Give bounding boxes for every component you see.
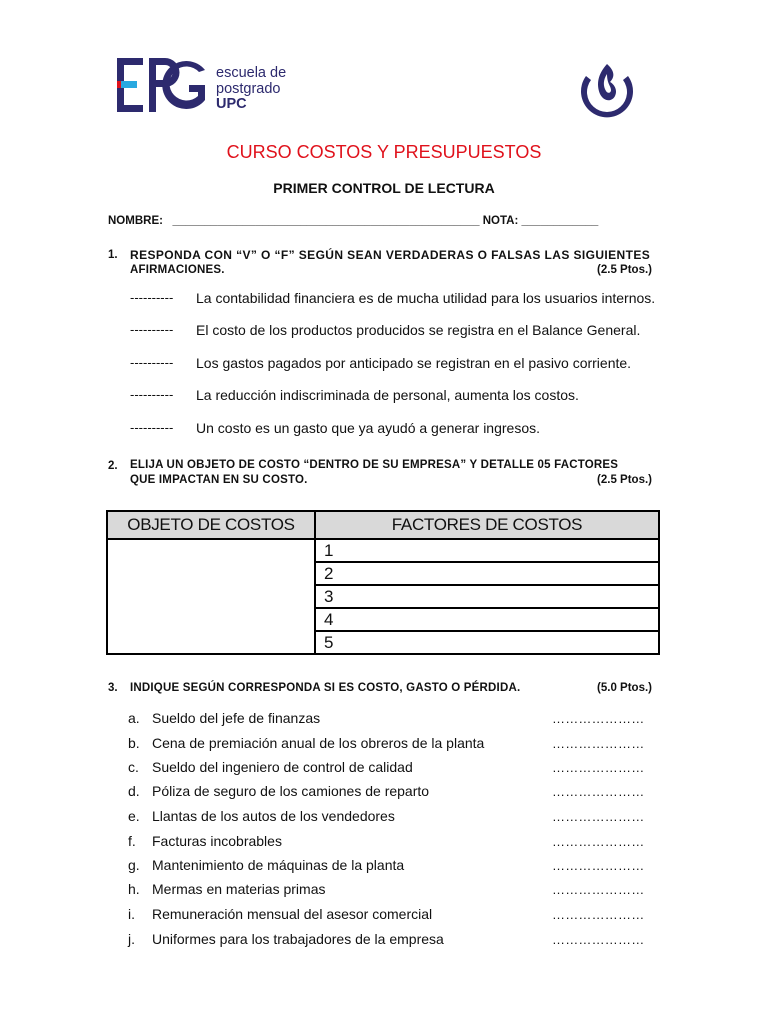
table-row	[107, 539, 659, 562]
factor-cell[interactable]: 4	[315, 608, 659, 631]
factor-cell[interactable]: 5	[315, 631, 659, 654]
q3-item-text: Mermas en materias primas	[152, 881, 326, 897]
logo-line-3: UPC	[216, 96, 247, 112]
q1-answer-blank[interactable]: ----------	[130, 420, 174, 435]
q3-item-letter: i.	[128, 906, 135, 922]
nombre-field[interactable]: ________________________________________________	[172, 215, 480, 227]
q2-number: 2.	[108, 460, 118, 472]
q1-title-line2: AFIRMACIONES.	[130, 264, 225, 276]
q1-statement: Los gastos pagados por anticipado se registran en el pasivo corriente.	[196, 355, 632, 371]
q1-answer-blank[interactable]: ----------	[130, 322, 174, 337]
q3-answer-blank[interactable]: …………………	[552, 858, 645, 873]
factor-cell[interactable]: 1	[315, 539, 659, 562]
q3-answer-blank[interactable]: …………………	[552, 760, 645, 775]
q1-answer-blank[interactable]: ----------	[130, 387, 174, 402]
q3-answer-blank[interactable]: …………………	[552, 932, 645, 947]
q3-item-letter: a.	[128, 710, 140, 726]
factor-cell[interactable]: 2	[315, 562, 659, 585]
nota-label: NOTA:	[482, 215, 519, 227]
q3-answer-blank[interactable]: …………………	[552, 784, 645, 799]
q1-answer-blank[interactable]: ----------	[130, 290, 174, 305]
q2-title-line2: QUE IMPACTAN EN SU COSTO.	[130, 474, 308, 486]
q3-item-text: Sueldo del ingeniero de control de calidad	[152, 759, 413, 775]
q3-answer-blank[interactable]: …………………	[552, 907, 645, 922]
q1-statement: El costo de los productos producidos se registra en el Balance General.	[196, 322, 641, 338]
epg-logo-text	[216, 66, 286, 113]
q3-answer-blank[interactable]: …………………	[552, 809, 645, 824]
epg-logo-mark	[117, 56, 209, 118]
q3-item-text: Cena de premiación anual de los obreros de la planta	[152, 735, 485, 751]
table-header-row	[107, 511, 659, 539]
q3-item-letter: j.	[128, 931, 135, 947]
q3-item-text: Remuneración mensual del asesor comercial	[152, 906, 433, 922]
nota-field[interactable]: ____________	[521, 215, 599, 227]
col-objeto-header: OBJETO DE COSTOS	[107, 511, 315, 539]
course-title: CURSO COSTOS Y PRESUPUESTOS	[226, 142, 542, 162]
q1-statement: La contabilidad financiera es de mucha utilidad para los usuarios internos.	[196, 290, 656, 306]
upc-seal-icon	[576, 58, 638, 120]
q3-item-text: Póliza de seguro de los camiones de reparto	[152, 783, 430, 799]
q3-item-text: Uniformes para los trabajadores de la empresa	[152, 931, 444, 947]
q3-points: (5.0 Ptos.)	[597, 682, 652, 694]
factor-cell[interactable]: 3	[315, 585, 659, 608]
logo-line-1: escuela de	[216, 65, 287, 81]
q3-item-text: Facturas incobrables	[152, 833, 282, 849]
q3-answer-blank[interactable]: …………………	[552, 736, 645, 751]
q2-title-line1: ELIJA UN OBJETO DE COSTO “DENTRO DE SU EMPRESA” Y DETALLE 05 FACTORES	[130, 459, 619, 471]
cost-factors-table	[106, 510, 660, 655]
q2-points: (2.5 Ptos.)	[597, 474, 652, 486]
q1-answer-blank[interactable]: ----------	[130, 355, 174, 370]
q3-item-text: Llantas de los autos de los vendedores	[152, 808, 395, 824]
q3-number: 3.	[108, 682, 118, 694]
nombre-label: NOMBRE:	[108, 215, 163, 227]
q3-item-letter: d.	[128, 783, 140, 799]
q3-item-letter: g.	[128, 857, 140, 873]
q3-item-letter: e.	[128, 808, 140, 824]
logo-line-2: postgrado	[216, 80, 281, 97]
q1-statement: La reducción indiscriminada de personal, aumenta los costos.	[196, 387, 579, 403]
q3-answer-blank[interactable]: …………………	[552, 834, 645, 849]
q3-item-letter: f.	[128, 833, 136, 849]
q3-item-letter: b.	[128, 735, 140, 751]
q1-title-line1: RESPONDA CON “V” O “F” SEGÚN SEAN VERDADERAS O FALSAS LAS SIGUIENTES	[130, 248, 651, 262]
q1-number: 1.	[108, 249, 118, 261]
q3-item-text: Sueldo del jefe de finanzas	[152, 710, 321, 726]
q3-answer-blank[interactable]: …………………	[552, 882, 645, 897]
q1-points: (2.5 Ptos.)	[597, 264, 652, 276]
q3-item-letter: c.	[128, 759, 139, 775]
q3-item-letter: h.	[128, 881, 140, 897]
name-grade-row	[108, 215, 598, 227]
col-factores-header: FACTORES DE COSTOS	[315, 511, 659, 539]
objeto-cell[interactable]	[107, 539, 315, 654]
q1-statement: Un costo es un gasto que ya ayudó a generar ingresos.	[196, 420, 540, 436]
q3-item-text: Mantenimiento de máquinas de la planta	[152, 857, 405, 873]
q3-answer-blank[interactable]: …………………	[552, 711, 645, 726]
exam-subtitle: PRIMER CONTROL DE LECTURA	[273, 180, 495, 196]
q3-title: INDIQUE SEGÚN CORRESPONDA SI ES COSTO, GASTO O PÉRDIDA.	[130, 682, 521, 694]
